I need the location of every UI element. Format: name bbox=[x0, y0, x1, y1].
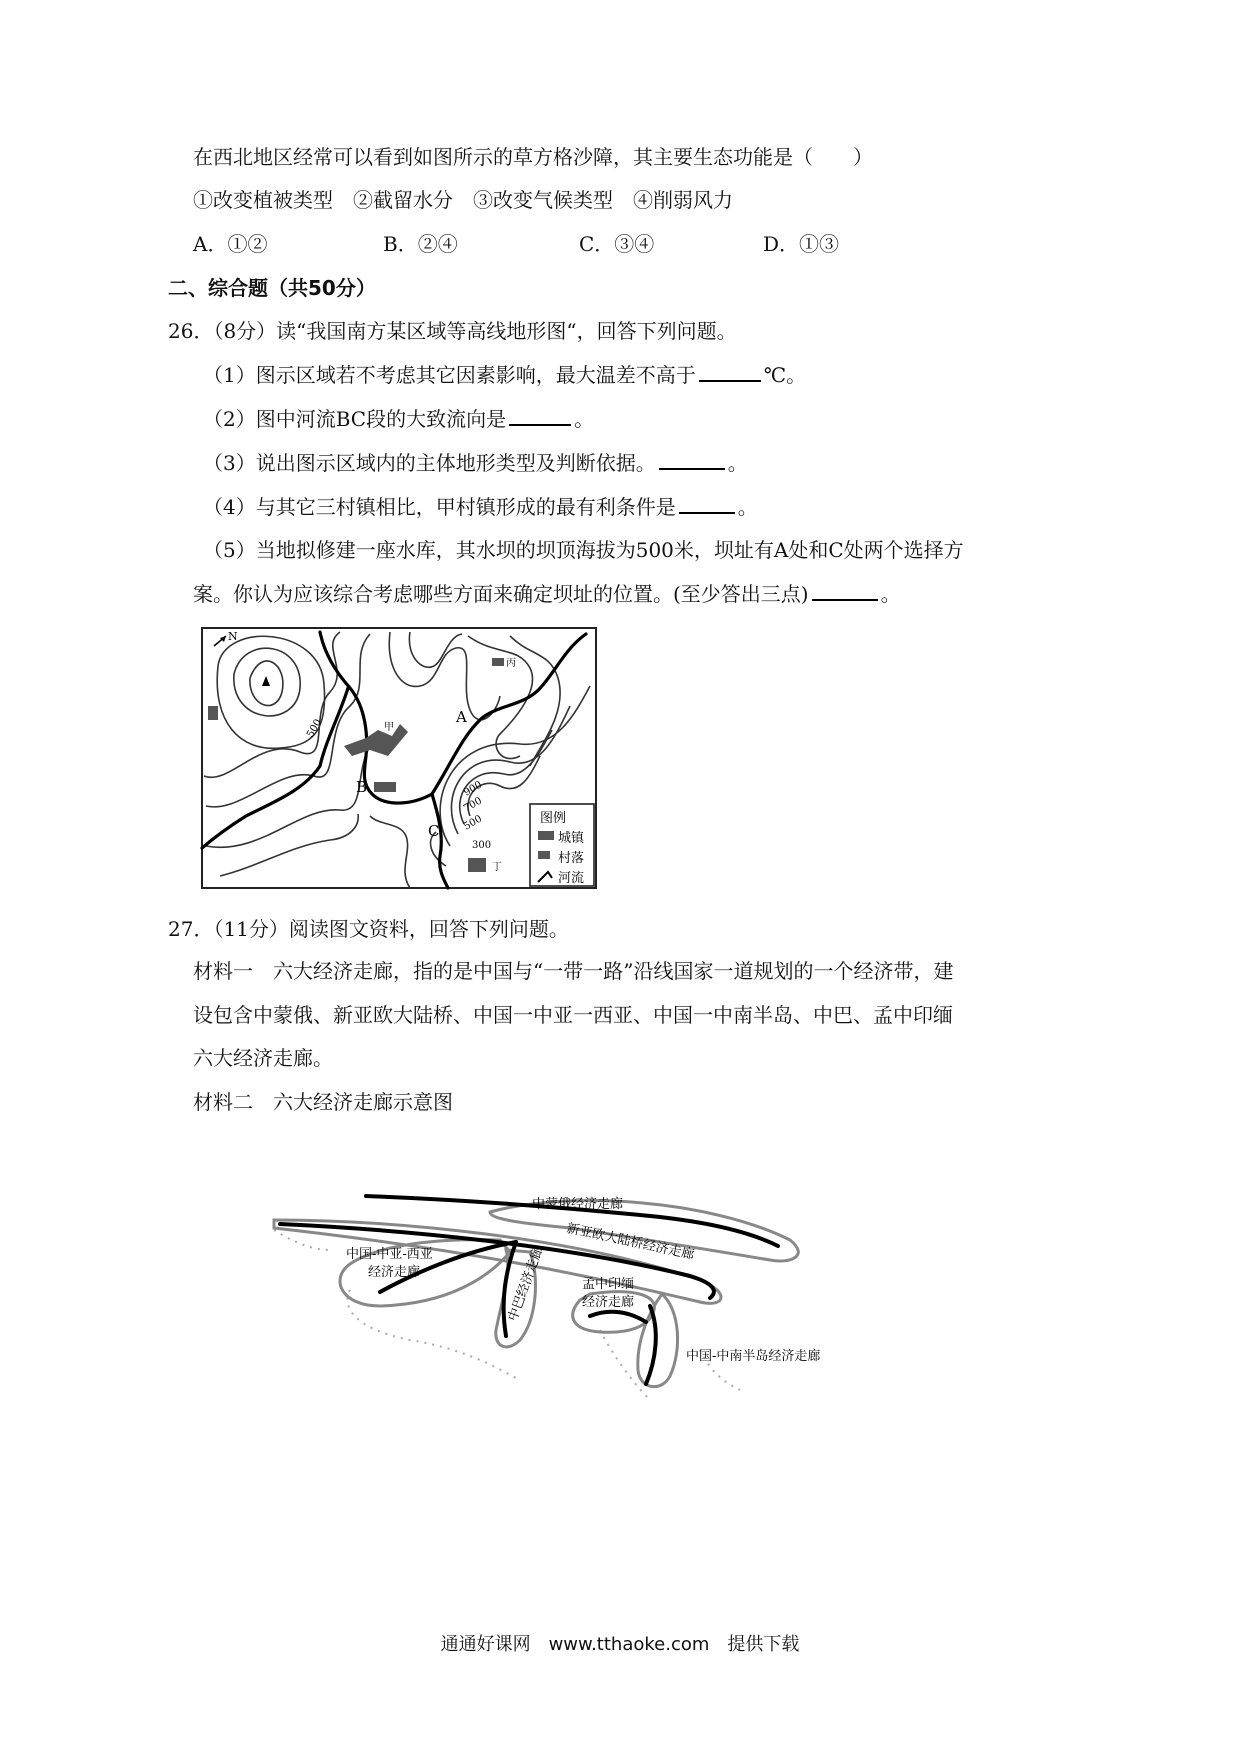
q26-part4-text: （4）与其它三村镇相比，甲村镇形成的最有利条件是 bbox=[203, 495, 676, 519]
page-footer: 通通好课网 www.tthaoke.com 提供下载 bbox=[440, 1634, 800, 1655]
label-central-asia-1: 中国-中亚-西亚 bbox=[346, 1247, 433, 1262]
q26-part1-text: （1）图示区域若不考虑其它因素影响，最大温差不高于 bbox=[203, 363, 696, 387]
contour-label: 500 bbox=[305, 717, 325, 740]
answer-blank[interactable] bbox=[699, 362, 761, 382]
label-indochina: 中国-中南半岛经济走廊 bbox=[686, 1349, 821, 1364]
q26-part5-line1: （5）当地拟修建一座水库，其水坝的坝顶海拔为500米，坝址有A处和C处两个选择方 bbox=[203, 538, 964, 562]
label-eurasia: 新亚欧大陆桥经济走廊 bbox=[565, 1221, 696, 1263]
q26-part1-unit: ℃。 bbox=[763, 363, 807, 387]
q26-stem: 26．（8分）读“我国南方某区域等高线地形图“，回答下列问题。 bbox=[168, 319, 737, 343]
label-bcim-2: 经济走廊 bbox=[582, 1295, 635, 1310]
q26-part3-text: （3）说出图示区域内的主体地形类型及判断依据。 bbox=[203, 451, 656, 475]
q26-part1 bbox=[203, 362, 806, 388]
legend-village-icon bbox=[538, 851, 550, 859]
contour-label: 900 bbox=[462, 779, 485, 799]
legend-river: 河流 bbox=[558, 871, 585, 886]
answer-blank[interactable] bbox=[679, 494, 735, 514]
answer-blank[interactable] bbox=[812, 581, 878, 601]
q25-option-b: B．②④ bbox=[383, 232, 458, 256]
contour-label: 300 bbox=[472, 840, 492, 851]
q26-part5-end: 。 bbox=[880, 582, 901, 606]
legend-town: 城镇 bbox=[558, 831, 585, 846]
corridor-map bbox=[270, 1180, 850, 1410]
contour-map bbox=[200, 626, 600, 890]
q26-part3-end: 。 bbox=[727, 451, 748, 475]
route-bcim bbox=[590, 1312, 646, 1322]
answer-blank[interactable] bbox=[509, 406, 571, 426]
q25-statements: ①改变植被类型 ②截留水分 ③改变气候类型 ④削弱风力 bbox=[193, 188, 733, 212]
q27-material1-line2: 设包含中蒙俄、新亚欧大陆桥、中国一中亚一西亚、中国一中南半岛、中巴、孟中印缅 bbox=[193, 1003, 953, 1027]
label-central-asia-2: 经济走廊 bbox=[368, 1265, 421, 1280]
answer-blank[interactable] bbox=[659, 450, 725, 470]
legend-box bbox=[530, 804, 594, 886]
section-title: 二、综合题（共50分） bbox=[168, 276, 376, 300]
north-label: N bbox=[228, 630, 238, 643]
q27-material1-line1: 材料一 六大经济走廊，指的是中国与“一带一路”沿线国家一道规划的一个经济带，建 bbox=[193, 959, 954, 983]
q26-part5-text: 案。你认为应该综合考虑哪些方面来确定坝址的位置。(至少答出三点) bbox=[193, 582, 809, 606]
q25-stem: 在西北地区经常可以看到如图所示的草方格沙障，其主要生态功能是（ ） bbox=[193, 145, 873, 169]
village-icon bbox=[492, 658, 504, 666]
q27-stem: 27．（11分）阅读图文资料，回答下列问题。 bbox=[168, 917, 569, 941]
q27-material1-line3: 六大经济走廊。 bbox=[193, 1046, 333, 1070]
village-icon bbox=[208, 706, 218, 720]
village-icon bbox=[468, 858, 486, 872]
q26-part5-line2 bbox=[193, 581, 901, 607]
contour-label: 700 bbox=[462, 795, 485, 815]
q26-part2 bbox=[203, 406, 594, 432]
village-icon bbox=[374, 782, 396, 792]
q26-part3 bbox=[203, 450, 748, 476]
label-pakistan: 中巴经济走廊 bbox=[505, 1244, 547, 1324]
q25-option-a: A．①② bbox=[193, 232, 268, 256]
legend-title: 图例 bbox=[540, 811, 567, 826]
q26-part4-end: 。 bbox=[737, 495, 758, 519]
point-a: A bbox=[456, 708, 467, 726]
point-c: C bbox=[428, 822, 440, 840]
q26-part2-end: 。 bbox=[574, 407, 595, 431]
village-label-ding: 丁 bbox=[492, 862, 502, 873]
village-label-bing: 丙 bbox=[506, 658, 516, 669]
label-mongolia: 中蒙俄经济走廊 bbox=[532, 1197, 624, 1212]
q26-part2-text: （2）图中河流BC段的大致流向是 bbox=[203, 407, 507, 431]
point-b: B bbox=[356, 778, 368, 796]
contour-label: 500 bbox=[462, 813, 485, 833]
label-bcim-1: 孟中印缅 bbox=[582, 1277, 635, 1292]
q26-part4 bbox=[203, 494, 758, 520]
legend-village: 村落 bbox=[558, 851, 585, 866]
q27-material2: 材料二 六大经济走廊示意图 bbox=[193, 1090, 453, 1114]
q25-option-c: C．③④ bbox=[579, 232, 655, 256]
town-label-jia: 甲 bbox=[384, 722, 394, 733]
q25-option-d: D．①③ bbox=[763, 232, 840, 256]
legend-town-icon bbox=[538, 831, 554, 840]
